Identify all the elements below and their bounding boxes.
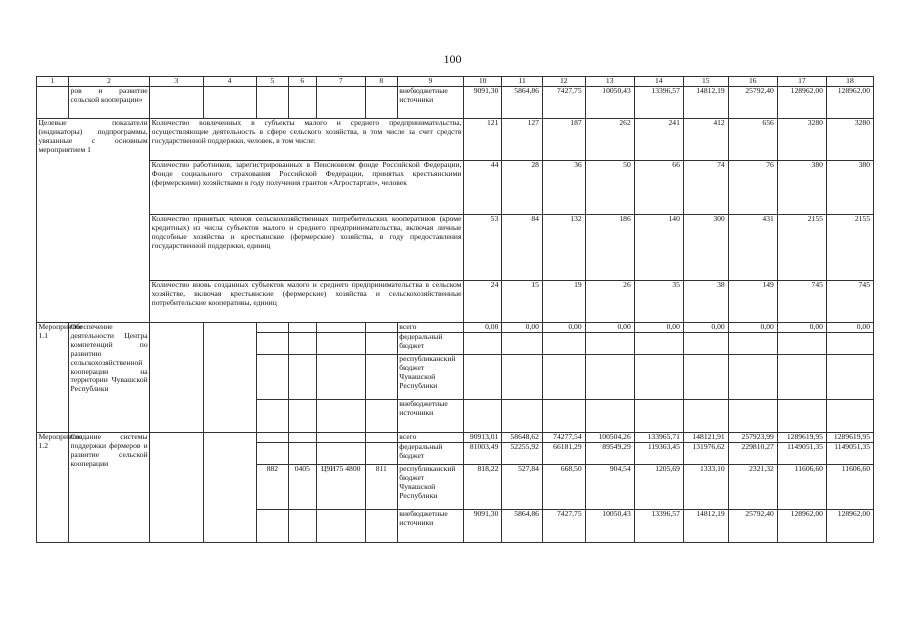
value-cell: 89549,29 xyxy=(585,443,634,465)
value-cell xyxy=(542,400,585,433)
header-number: 15 xyxy=(683,77,728,87)
code-cell xyxy=(256,443,288,465)
value-cell: 25792,40 xyxy=(728,510,777,543)
header-number: 18 xyxy=(826,77,873,87)
value-cell: 35 xyxy=(634,281,683,323)
value-cell: 119363,45 xyxy=(634,443,683,465)
code-cell: 0405 xyxy=(288,465,316,510)
value-cell: 66181,29 xyxy=(542,443,585,465)
col1-cell xyxy=(37,87,69,119)
code-cell xyxy=(365,333,397,355)
value-cell xyxy=(463,333,501,355)
value-cell xyxy=(634,333,683,355)
value-cell: 241 xyxy=(634,119,683,161)
value-cell xyxy=(728,400,777,433)
value-cell: 58648,62 xyxy=(502,433,543,443)
value-cell: 36 xyxy=(542,161,585,215)
code-cell: 811 xyxy=(365,465,397,510)
value-cell xyxy=(502,333,543,355)
measure-name: Создание системы поддержки фермеров и развитие сельской кооперации xyxy=(69,433,150,543)
value-cell: 15 xyxy=(502,281,543,323)
value-cell: 2155 xyxy=(826,215,873,281)
value-cell: 0,00 xyxy=(728,323,777,333)
value-cell: 1149051,35 xyxy=(777,443,826,465)
value-cell xyxy=(777,333,826,355)
value-cell: 44 xyxy=(463,161,501,215)
value-cell xyxy=(585,333,634,355)
empty-cell xyxy=(150,323,203,433)
empty-cell xyxy=(316,87,365,119)
value-cell xyxy=(463,400,501,433)
value-cell: 0,00 xyxy=(542,323,585,333)
funding-source: республиканский бюджет Чувашской Республики xyxy=(397,355,463,400)
header-number: 6 xyxy=(288,77,316,87)
value-cell: 133965,71 xyxy=(634,433,683,443)
code-cell xyxy=(288,400,316,433)
value-cell: 140 xyxy=(634,215,683,281)
value-cell: 66 xyxy=(634,161,683,215)
value-cell: 128962,00 xyxy=(777,510,826,543)
indicator-row xyxy=(37,215,874,281)
value-cell xyxy=(634,355,683,400)
empty-cell xyxy=(256,87,288,119)
funding-source: федеральный бюджет xyxy=(397,443,463,465)
code-cell xyxy=(256,323,288,333)
value-cell: 745 xyxy=(826,281,873,323)
value-cell: 431 xyxy=(728,215,777,281)
funding-source: всего xyxy=(397,323,463,333)
value-cell: 74277,54 xyxy=(542,433,585,443)
value-cell xyxy=(585,400,634,433)
empty-cell xyxy=(150,87,203,119)
header-number: 10 xyxy=(463,77,501,87)
value-cell: 53 xyxy=(463,215,501,281)
value-cell: 412 xyxy=(683,119,728,161)
value-cell: 76 xyxy=(728,161,777,215)
value-cell: 904,54 xyxy=(585,465,634,510)
value-cell: 131976,62 xyxy=(683,443,728,465)
header-number: 14 xyxy=(634,77,683,87)
value-cell: 3280 xyxy=(826,119,873,161)
indicator-text: Количество вновь созданных субъектов малого и среднего предпринимательства в сельском хозяйстве, включая крестьянские (фермерские) хозяйства и сельскохозяйственные потребительские кооперативы, единиц xyxy=(150,281,464,323)
code-cell xyxy=(256,333,288,355)
value-cell: 13396,57 xyxy=(634,87,683,119)
value-cell xyxy=(777,355,826,400)
value-cell: 0,00 xyxy=(683,323,728,333)
value-cell: 187 xyxy=(542,119,585,161)
value-cell: 149 xyxy=(728,281,777,323)
value-cell: 380 xyxy=(777,161,826,215)
value-cell xyxy=(683,400,728,433)
value-cell: 25792,40 xyxy=(728,87,777,119)
value-cell: 668,50 xyxy=(542,465,585,510)
value-cell: 0,00 xyxy=(777,323,826,333)
code-cell: Ц9И75 4800 xyxy=(316,465,365,510)
value-cell: 262 xyxy=(585,119,634,161)
code-cell xyxy=(316,433,365,443)
value-cell: 26 xyxy=(585,281,634,323)
value-cell: 656 xyxy=(728,119,777,161)
code-cell xyxy=(288,443,316,465)
value-cell: 7427,75 xyxy=(542,510,585,543)
value-cell: 128962,00 xyxy=(777,87,826,119)
header-number: 5 xyxy=(256,77,288,87)
code-cell xyxy=(288,510,316,543)
code-cell xyxy=(316,355,365,400)
value-cell: 2321,32 xyxy=(728,465,777,510)
value-cell: 13396,57 xyxy=(634,510,683,543)
value-cell: 10050,43 xyxy=(585,87,634,119)
value-cell xyxy=(502,355,543,400)
value-cell: 527,84 xyxy=(502,465,543,510)
value-cell: 257923,99 xyxy=(728,433,777,443)
value-cell: 14812,19 xyxy=(683,510,728,543)
header-number: 12 xyxy=(542,77,585,87)
value-cell xyxy=(777,400,826,433)
value-cell: 9091,30 xyxy=(463,510,501,543)
empty-cell xyxy=(203,433,256,543)
indicators-label: Целевые показатели (индикаторы) подпрограммы, увязанные с основным мероприятием 1 xyxy=(37,119,150,323)
empty-cell xyxy=(288,87,316,119)
header-number: 16 xyxy=(728,77,777,87)
value-cell: 84 xyxy=(502,215,543,281)
measure-number: Мероприятие 1.1 xyxy=(37,323,69,433)
value-cell: 74 xyxy=(683,161,728,215)
empty-cell xyxy=(203,87,256,119)
value-cell xyxy=(542,333,585,355)
value-cell: 1149051,35 xyxy=(826,443,873,465)
funding-source: республиканский бюджет Чувашской Республики xyxy=(397,465,463,510)
value-cell xyxy=(542,355,585,400)
funding-source: внебюджетные источники xyxy=(397,510,463,543)
value-cell xyxy=(683,333,728,355)
funding-source: внебюджетные источники xyxy=(397,400,463,433)
indicator-row xyxy=(37,281,874,323)
value-cell: 5864,86 xyxy=(502,87,543,119)
value-cell: 3280 xyxy=(777,119,826,161)
code-cell xyxy=(365,443,397,465)
measure-name: Обеспечение деятельности Центра компетенций по развитию сельскохозяйственной кооперации на территории Чувашской Республики xyxy=(69,323,150,433)
code-cell xyxy=(256,355,288,400)
indicator-row xyxy=(37,161,874,215)
value-cell: 14812,19 xyxy=(683,87,728,119)
value-cell xyxy=(826,355,873,400)
value-cell: 128962,00 xyxy=(826,87,873,119)
value-cell: 121 xyxy=(463,119,501,161)
value-cell: 9091,30 xyxy=(463,87,501,119)
code-cell xyxy=(365,323,397,333)
funding-source: внебюджетные источники xyxy=(397,87,463,119)
code-cell xyxy=(316,400,365,433)
empty-cell xyxy=(365,87,397,119)
value-cell: 0,00 xyxy=(826,323,873,333)
indicator-text: Количество вовлеченных в субъекты малого и среднего предпринимательства, осуществляющие деятельность в сфере сельского хозяйства, в том числе за счет средств государственной поддержки, человек, в том числе: xyxy=(150,119,464,161)
value-cell: 818,22 xyxy=(463,465,501,510)
code-cell: 882 xyxy=(256,465,288,510)
value-cell: 148121,91 xyxy=(683,433,728,443)
value-cell: 50 xyxy=(585,161,634,215)
value-cell: 7427,75 xyxy=(542,87,585,119)
indicator-row xyxy=(37,119,874,161)
value-cell xyxy=(463,355,501,400)
value-cell: 38 xyxy=(683,281,728,323)
header-number: 7 xyxy=(316,77,365,87)
value-cell: 2155 xyxy=(777,215,826,281)
page-number: 100 xyxy=(443,52,462,66)
measure-1-2-row xyxy=(37,433,874,443)
code-cell xyxy=(288,323,316,333)
code-cell xyxy=(365,400,397,433)
value-cell: 1333,10 xyxy=(683,465,728,510)
value-cell: 100504,26 xyxy=(585,433,634,443)
indicator-text: Количество принятых членов сельскохозяйственных потребительских кооперативов (кроме кредитных) из числа субъектов малого и среднего предпринимательства, включая личные подсобные хозяйства и крестьянские (фермерские) хозяйства, в году предоставления государственной поддержки, единиц xyxy=(150,215,464,281)
value-cell: 11606,60 xyxy=(777,465,826,510)
value-cell: 132 xyxy=(542,215,585,281)
code-cell xyxy=(288,355,316,400)
code-cell xyxy=(365,355,397,400)
header-number: 3 xyxy=(150,77,203,87)
code-cell xyxy=(256,400,288,433)
measure-1-1-row xyxy=(37,323,874,333)
value-cell: 128962,00 xyxy=(826,510,873,543)
code-cell xyxy=(316,323,365,333)
value-cell xyxy=(683,355,728,400)
header-number: 1 xyxy=(37,77,69,87)
value-cell: 5864,86 xyxy=(502,510,543,543)
continuation-row xyxy=(37,87,874,119)
value-cell: 90913,01 xyxy=(463,433,501,443)
value-cell: 1289619,95 xyxy=(777,433,826,443)
code-cell xyxy=(365,510,397,543)
value-cell xyxy=(728,355,777,400)
value-cell: 0,00 xyxy=(463,323,501,333)
value-cell: 52255,92 xyxy=(502,443,543,465)
indicator-text: Количество работников, зарегистрированных в Пенсионном фонде Российской Федерации, Фонде социального страхования Российской Федерации, принятых крестьянскими (фермерскими) хозяйствами в году получения грантов «Агростартап», человек xyxy=(150,161,464,215)
value-cell: 24 xyxy=(463,281,501,323)
value-cell xyxy=(585,355,634,400)
event-name: ров и развитие сельской кооперации» xyxy=(69,87,150,119)
header-number: 13 xyxy=(585,77,634,87)
budget-table xyxy=(36,76,874,543)
code-cell xyxy=(256,433,288,443)
value-cell: 229810,27 xyxy=(728,443,777,465)
value-cell: 1289619,95 xyxy=(826,433,873,443)
empty-cell xyxy=(150,433,203,543)
value-cell: 0,00 xyxy=(585,323,634,333)
code-cell xyxy=(365,433,397,443)
measure-number: Мероприятие 1.2 xyxy=(37,433,69,543)
value-cell: 10050,43 xyxy=(585,510,634,543)
empty-cell xyxy=(203,323,256,433)
value-cell: 745 xyxy=(777,281,826,323)
value-cell: 300 xyxy=(683,215,728,281)
value-cell: 28 xyxy=(502,161,543,215)
value-cell xyxy=(502,400,543,433)
value-cell xyxy=(826,400,873,433)
header-number: 8 xyxy=(365,77,397,87)
code-cell xyxy=(316,443,365,465)
value-cell xyxy=(634,400,683,433)
value-cell: 0,00 xyxy=(502,323,543,333)
value-cell: 1205,69 xyxy=(634,465,683,510)
header-number: 2 xyxy=(69,77,150,87)
header-number: 9 xyxy=(397,77,463,87)
value-cell xyxy=(728,333,777,355)
code-cell xyxy=(288,433,316,443)
value-cell: 11606,60 xyxy=(826,465,873,510)
header-number: 4 xyxy=(203,77,256,87)
value-cell xyxy=(826,333,873,355)
value-cell: 81003,49 xyxy=(463,443,501,465)
funding-source: всего xyxy=(397,433,463,443)
funding-source: федеральный бюджет xyxy=(397,333,463,355)
code-cell xyxy=(316,510,365,543)
code-cell xyxy=(256,510,288,543)
value-cell: 186 xyxy=(585,215,634,281)
value-cell: 0,00 xyxy=(634,323,683,333)
value-cell: 380 xyxy=(826,161,873,215)
code-cell xyxy=(316,333,365,355)
header-row xyxy=(37,77,874,87)
value-cell: 127 xyxy=(502,119,543,161)
code-cell xyxy=(288,333,316,355)
value-cell: 19 xyxy=(542,281,585,323)
header-number: 17 xyxy=(777,77,826,87)
header-number: 11 xyxy=(502,77,543,87)
